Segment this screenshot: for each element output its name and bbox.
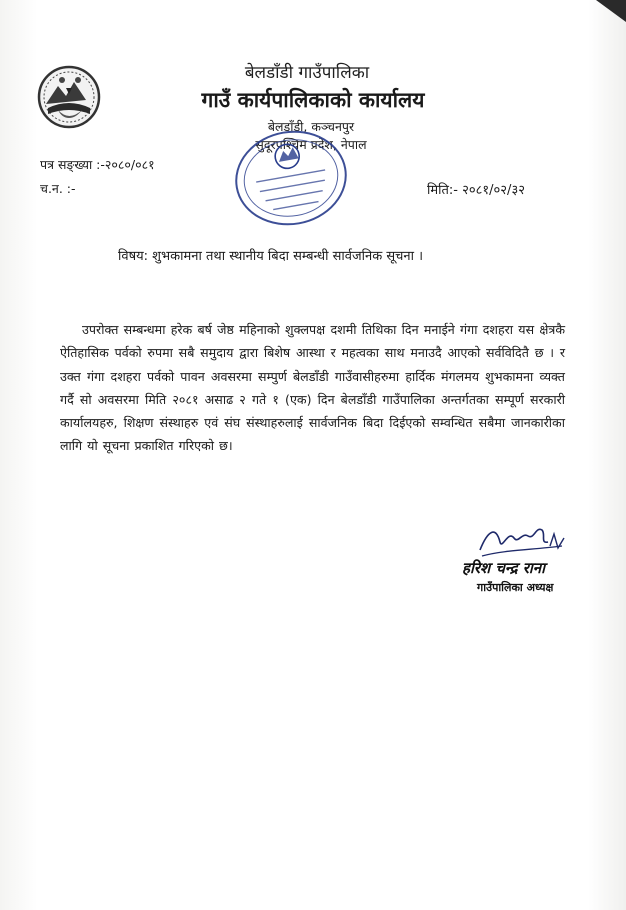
address-line-1: बेलडाँडी, कञ्चनपुर xyxy=(267,119,355,134)
municipality-name: बेलडाँडी गाउँपालिका xyxy=(244,63,370,83)
signatory-title: गाउँपालिका अध्यक्ष xyxy=(477,581,554,594)
office-stamp-icon xyxy=(232,126,350,230)
dispatch-number: च.न. :- xyxy=(40,181,76,196)
address-line-2: सुदूरपश्चिम प्रदेश, नेपाल xyxy=(255,137,367,152)
scan-corner xyxy=(596,0,626,22)
office-name: गाउँ कार्यपालिकाको कार्यालय xyxy=(201,88,425,112)
signatory-name: हरिश चन्द्र राना xyxy=(462,559,545,577)
handwritten-signature-icon xyxy=(474,520,570,560)
letter-date: मिति:- २०८१/०२/३२ xyxy=(427,183,525,198)
letter-number: पत्र सङ्ख्या :-२०८०/०८१ xyxy=(40,157,155,172)
subject-line: विषय: शुभकामना तथा स्थानीय बिदा सम्बन्धी सार्वजनिक सूचना । xyxy=(118,249,424,264)
notice-body: उपरोक्त सम्बन्धमा हरेक बर्ष जेष्ठ महिनाको शुक्लपक्ष दशमी तिथिका दिन मनाईने गंगा दशहरा यस क्षेत्रकै ऐतिहासिक पर्वको रुपमा सबै समुदाय द्वारा बिशेष आस्था र महत्वका साथ मनाउदै आएको सर्वविदितै छ । र उक्त गंगा दशहरा पर्वको पावन अवसरमा सम्पुर्ण बेलडाँडी गाउँवासीहरुमा हार्दिक मंगलमय शुभकामना व्यक्त गर्दै सो अवसरमा मिति २०८१ असाढ २ गते १ (एक) दिन बेलडाँडी गाउँपालिका अन्तर्गतका सम्पूर्ण सरकारी कार्यालयहरु, शिक्षण संस्थाहरु एवं संघ संस्थाहरुलाई सार्वजनिक बिदा दिईएको सम्वन्धित सबैमा जानकारीका लागि यो सूचना प्रकाशित गरिएको छ। xyxy=(60,322,565,454)
